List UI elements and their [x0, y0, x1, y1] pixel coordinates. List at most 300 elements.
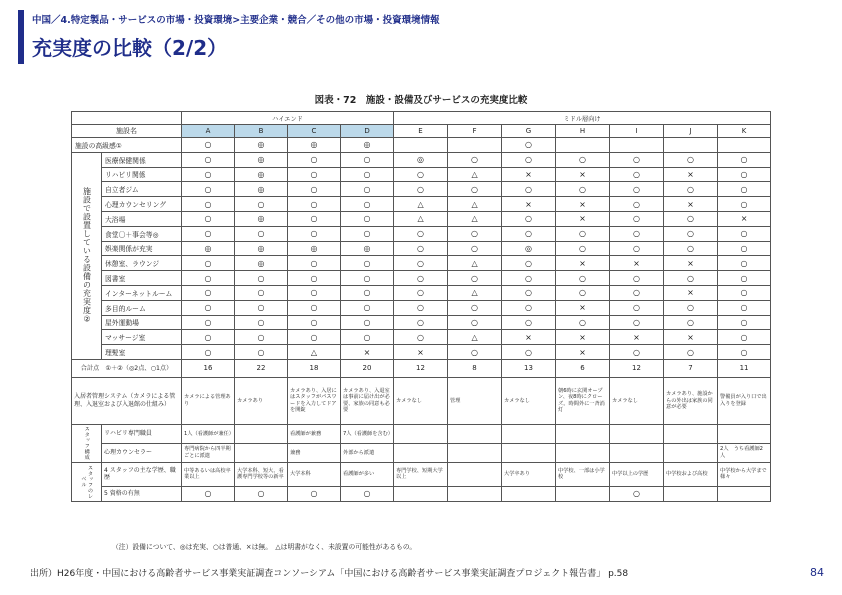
facility-row [72, 271, 771, 286]
table-cell: ◎ [235, 211, 288, 226]
facility-row [72, 256, 771, 271]
table-cell: ○ [556, 285, 610, 300]
table-cell [664, 443, 718, 462]
facility-row [72, 211, 771, 226]
table-cell: ○ [341, 285, 394, 300]
table-cell: ○ [235, 315, 288, 330]
facility-vertical-label: 施設で設置している設備の充実度② [72, 152, 102, 359]
total-cell: 22 [235, 359, 288, 377]
facility-row [72, 330, 771, 345]
column-header-h: H [556, 125, 610, 138]
table-cell: 看護師が兼務 [288, 424, 341, 443]
table-cell: 2人 うち看護師2人 [718, 443, 771, 462]
table-cell: ○ [288, 271, 341, 286]
table-cell: ○ [718, 197, 771, 212]
table-cell: ◎ [235, 152, 288, 167]
table-cell: ○ [664, 271, 718, 286]
competence-group-label: スタッフのレベル [72, 462, 102, 501]
table-cell [394, 443, 448, 462]
table-cell: ○ [341, 167, 394, 182]
table-cell: × [556, 167, 610, 182]
table-cell: ◎ [288, 138, 341, 153]
table-cell [394, 138, 448, 153]
table-cell: ○ [394, 256, 448, 271]
row-label: 図書室 [102, 271, 182, 286]
facility-row [72, 300, 771, 315]
row-label: 医療保健関係 [102, 152, 182, 167]
table-cell: ◎ [288, 241, 341, 256]
table-cell: × [556, 197, 610, 212]
table-cell [556, 486, 610, 501]
footnote: （注）設備について、◎は充実、○は普通、×は無。 △は明書がなく、未設置の可能性があるもの。 [112, 543, 417, 551]
table-cell [394, 424, 448, 443]
table-cell: ○ [610, 182, 664, 197]
table-cell: ○ [182, 182, 235, 197]
table-cell: ○ [235, 285, 288, 300]
table-cell: 大学本科 [288, 462, 341, 486]
table-cell: ○ [502, 345, 556, 360]
table-cell: ○ [664, 152, 718, 167]
source-citation: 出所）H26年度・中国における高齢者サービス事業実証調査コンソーシアム「中国における高齢者サービス事業実証調査プロジェクト報告書」 p.58 [30, 569, 629, 579]
column-header-c: C [288, 125, 341, 138]
table-cell: カメラなし [502, 377, 556, 424]
table-cell: ○ [556, 241, 610, 256]
table-cell: ○ [394, 226, 448, 241]
column-header-g: G [502, 125, 556, 138]
table-cell: ○ [182, 197, 235, 212]
table-cell: × [718, 211, 771, 226]
table-cell [448, 486, 502, 501]
table-cell: ○ [341, 197, 394, 212]
table-cell: ○ [341, 211, 394, 226]
table-cell: ◎ [235, 182, 288, 197]
staff-group-label: スタッフ構成 [72, 424, 102, 462]
table-cell: ○ [288, 256, 341, 271]
table-cell: ○ [556, 182, 610, 197]
row-label: 5 資格の有無 [102, 486, 182, 501]
facility-row [72, 167, 771, 182]
table-cell: 専門病院から四半期ごとに派遣 [182, 443, 235, 462]
table-cell: ○ [718, 300, 771, 315]
facility-row [72, 182, 771, 197]
table-cell: ○ [394, 315, 448, 330]
table-cell: ◎ [502, 241, 556, 256]
table-cell: ○ [288, 300, 341, 315]
row-label: 自立者ジム [102, 182, 182, 197]
table-cell: ○ [288, 315, 341, 330]
table-cell [235, 443, 288, 462]
table-cell: ○ [718, 167, 771, 182]
table-cell: 看護師が多い [341, 462, 394, 486]
table-cell: ○ [182, 167, 235, 182]
row-label: 心理カウンセリング [102, 197, 182, 212]
table-cell: ○ [502, 138, 556, 153]
table-cell: ○ [182, 330, 235, 345]
table-cell: × [394, 345, 448, 360]
table-cell: ○ [502, 211, 556, 226]
facility-row [72, 285, 771, 300]
table-cell: ○ [664, 300, 718, 315]
column-header-j: J [664, 125, 718, 138]
table-cell: △ [448, 285, 502, 300]
table-cell: × [556, 300, 610, 315]
table-cell [448, 424, 502, 443]
table-cell: ○ [718, 330, 771, 345]
group-middle: ミドル層向け [394, 112, 771, 125]
table-cell: ○ [182, 256, 235, 271]
table-cell: × [610, 330, 664, 345]
table-cell [718, 424, 771, 443]
table-cell: 中等あるいは高校卒業以上 [182, 462, 235, 486]
table-cell: ○ [341, 152, 394, 167]
table-cell: ○ [664, 315, 718, 330]
table-cell: ○ [448, 300, 502, 315]
table-cell [502, 443, 556, 462]
table-cell: × [502, 330, 556, 345]
table-cell: ○ [288, 197, 341, 212]
table-cell: △ [394, 211, 448, 226]
table-cell: △ [288, 345, 341, 360]
table-cell: カメラあり、入居にはスタッフがパスワードを入力してドアを開錠 [288, 377, 341, 424]
table-cell: 警備員が入り口で出入りを登録 [718, 377, 771, 424]
total-row [72, 359, 771, 377]
table-cell: ○ [718, 256, 771, 271]
table-cell: ○ [610, 167, 664, 182]
table-cell: カメラあり、施設からの外出は家族の同意が必要 [664, 377, 718, 424]
table-cell: ○ [502, 152, 556, 167]
column-header-f: F [448, 125, 502, 138]
table-cell: ○ [288, 167, 341, 182]
table-cell: ○ [288, 486, 341, 501]
row-label: 心理カウンセラー [102, 443, 182, 462]
table-cell: カメラによる管理あり [182, 377, 235, 424]
table-cell: ○ [182, 152, 235, 167]
table-cell: × [341, 345, 394, 360]
column-header-e: E [394, 125, 448, 138]
table-cell: ○ [235, 271, 288, 286]
table-cell: ◎ [235, 167, 288, 182]
table-cell: ○ [610, 285, 664, 300]
table-cell: ○ [718, 315, 771, 330]
page-title: 充実度の比較（2/2） [32, 36, 228, 60]
comparison-table-wrap [71, 111, 770, 502]
table-cell: ○ [556, 271, 610, 286]
table-cell: 中学校および高校 [664, 462, 718, 486]
table-cell: × [664, 330, 718, 345]
total-cell: 7 [664, 359, 718, 377]
page-number: 84 [810, 566, 824, 579]
table-cell: ○ [182, 226, 235, 241]
table-cell: × [664, 167, 718, 182]
table-cell [664, 486, 718, 501]
table-cell: ○ [288, 152, 341, 167]
table-cell: ◎ [235, 256, 288, 271]
table-cell [664, 138, 718, 153]
table-cell: ○ [502, 256, 556, 271]
row-label: リハビリ専門職員 [102, 424, 182, 443]
row-label: リハビリ関係 [102, 167, 182, 182]
table-cell [394, 486, 448, 501]
table-cell: ○ [610, 345, 664, 360]
table-cell: ○ [610, 197, 664, 212]
table-cell: カメラなし [610, 377, 664, 424]
total-cell: 16 [182, 359, 235, 377]
table-cell: ○ [394, 182, 448, 197]
table-cell: × [610, 256, 664, 271]
table-cell: 7人（看護師を含む） [341, 424, 394, 443]
table-cell: ○ [182, 345, 235, 360]
table-cell: ○ [718, 152, 771, 167]
table-cell: ○ [502, 182, 556, 197]
table-cell: ○ [718, 345, 771, 360]
table-cell: ○ [235, 226, 288, 241]
table-cell: ◎ [341, 138, 394, 153]
total-cell: 11 [718, 359, 771, 377]
title-accent-bar [18, 10, 24, 64]
table-cell: ○ [502, 285, 556, 300]
table-cell: 中学校から大学まで様々 [718, 462, 771, 486]
row-label: マッサージ室 [102, 330, 182, 345]
table-cell: ○ [610, 271, 664, 286]
total-cell: 8 [448, 359, 502, 377]
total-label: 合計点 ①＋②（◎2点、○1点） [72, 359, 182, 377]
table-cell [664, 424, 718, 443]
row-label: 休憩室、ラウンジ [102, 256, 182, 271]
table-cell: ○ [341, 271, 394, 286]
column-header-d: D [341, 125, 394, 138]
table-cell: ○ [664, 182, 718, 197]
table-cell: 外部から派遣 [341, 443, 394, 462]
table-cell: △ [448, 211, 502, 226]
table-cell: 兼務 [288, 443, 341, 462]
table-cell: ○ [341, 256, 394, 271]
table-cell [718, 138, 771, 153]
facility-row [72, 241, 771, 256]
table-cell: ○ [288, 330, 341, 345]
table-cell: ○ [718, 271, 771, 286]
staff-row [72, 443, 771, 462]
table-cell: × [556, 256, 610, 271]
table-cell: ○ [235, 345, 288, 360]
row-label: 娯楽関係が充実 [102, 241, 182, 256]
column-header-b: B [235, 125, 288, 138]
table-cell: カメラなし [394, 377, 448, 424]
table-cell: ○ [718, 226, 771, 241]
table-cell: 朝6時に玄関オープン、夜8時にクローズ。時間外に一斉消灯 [556, 377, 610, 424]
staff-row [72, 424, 771, 443]
table-cell: ○ [610, 486, 664, 501]
table-cell [718, 486, 771, 501]
table-cell [502, 424, 556, 443]
column-header-k: K [718, 125, 771, 138]
table-cell: ○ [556, 315, 610, 330]
table-cell: ○ [610, 241, 664, 256]
table-cell [556, 424, 610, 443]
total-cell: 12 [610, 359, 664, 377]
total-cell: 12 [394, 359, 448, 377]
table-cell: ○ [288, 285, 341, 300]
facility-name-header: 施設名 [72, 125, 182, 138]
table-cell: ○ [502, 315, 556, 330]
table-cell: ○ [448, 271, 502, 286]
premium-row [72, 138, 771, 153]
row-label: 多目的ルーム [102, 300, 182, 315]
table-cell: ○ [610, 152, 664, 167]
group-header-row [72, 112, 771, 125]
table-cell: ○ [718, 241, 771, 256]
table-cell: 管理 [448, 377, 502, 424]
table-cell: ○ [394, 241, 448, 256]
table-cell: 中学校、一部は小学校 [556, 462, 610, 486]
row-label: 食堂〇＋事会等◎ [102, 226, 182, 241]
table-cell [448, 443, 502, 462]
table-cell: カメラあり、入退室は事前に届け出が必要、家族の同意も必要 [341, 377, 394, 424]
system-label: 入居者管理システム（カメラによる管理、入退室および入退館の仕組み） [72, 377, 182, 424]
table-cell: ◎ [235, 138, 288, 153]
competence-row [72, 486, 771, 501]
table-cell: ○ [182, 285, 235, 300]
table-cell: 中学以上の学歴 [610, 462, 664, 486]
table-cell [448, 138, 502, 153]
table-cell: ○ [288, 211, 341, 226]
total-cell: 20 [341, 359, 394, 377]
row-label: 施設の高級感① [72, 138, 182, 153]
table-cell: ○ [502, 300, 556, 315]
table-cell: ○ [235, 330, 288, 345]
table-cell: 大学本科、短大、看護専門学校等の新卒 [235, 462, 288, 486]
facility-row [72, 226, 771, 241]
table-cell: ○ [556, 152, 610, 167]
table-cell: × [664, 197, 718, 212]
table-cell: △ [394, 197, 448, 212]
table-cell: ○ [182, 300, 235, 315]
table-cell: ○ [341, 330, 394, 345]
breadcrumb: 中国／4.特定製品・サービスの市場・投資環境>主要企業・競合／その他の市場・投資環境情報 [32, 15, 440, 26]
table-cell: ○ [556, 226, 610, 241]
group-high-end: ハイエンド [182, 112, 394, 125]
table-cell [556, 443, 610, 462]
table-cell: × [556, 330, 610, 345]
table-cell [448, 462, 502, 486]
table-cell: × [502, 197, 556, 212]
facility-row [72, 345, 771, 360]
header-spacer [72, 112, 182, 125]
table-cell: ○ [448, 315, 502, 330]
facility-row [72, 152, 771, 167]
table-cell: ○ [182, 271, 235, 286]
table-cell: ○ [341, 486, 394, 501]
table-cell: 1人（看護師が兼任） [182, 424, 235, 443]
table-cell: ○ [341, 182, 394, 197]
table-cell: △ [448, 330, 502, 345]
table-cell: ○ [394, 271, 448, 286]
table-cell [235, 424, 288, 443]
table-cell: ◎ [182, 241, 235, 256]
row-label: インターネットルーム [102, 285, 182, 300]
comparison-table [71, 111, 771, 502]
table-cell: ○ [288, 226, 341, 241]
row-label: 大浴場 [102, 211, 182, 226]
table-cell [610, 424, 664, 443]
table-cell: ○ [448, 345, 502, 360]
table-cell: ○ [718, 182, 771, 197]
table-cell: ○ [182, 315, 235, 330]
facility-row [72, 315, 771, 330]
table-cell: ○ [182, 211, 235, 226]
total-cell: 13 [502, 359, 556, 377]
column-header-i: I [610, 125, 664, 138]
table-cell: ○ [664, 241, 718, 256]
table-cell: ○ [394, 300, 448, 315]
table-cell: ◎ [235, 241, 288, 256]
table-cell: △ [448, 256, 502, 271]
table-cell: ○ [341, 315, 394, 330]
table-cell: 大学卒あり [502, 462, 556, 486]
figure-title: 図表・72 施設・設備及びサービスの充実度比較 [314, 95, 528, 106]
table-cell: ○ [394, 167, 448, 182]
table-cell: ○ [235, 486, 288, 501]
column-header-a: A [182, 125, 235, 138]
table-cell [502, 486, 556, 501]
table-cell: ○ [448, 182, 502, 197]
table-cell: ○ [718, 285, 771, 300]
table-cell: ○ [502, 226, 556, 241]
facility-row [72, 197, 771, 212]
table-cell: ○ [448, 226, 502, 241]
table-cell: △ [448, 197, 502, 212]
table-cell [610, 443, 664, 462]
table-cell: ○ [664, 211, 718, 226]
table-cell: × [664, 256, 718, 271]
table-cell: ○ [448, 241, 502, 256]
table-cell: ○ [664, 226, 718, 241]
table-cell: カメラあり [235, 377, 288, 424]
table-cell: × [556, 345, 610, 360]
table-cell: ○ [502, 271, 556, 286]
table-cell: ○ [610, 211, 664, 226]
row-label: 理髪室 [102, 345, 182, 360]
table-cell: ○ [182, 486, 235, 501]
table-cell: ○ [448, 152, 502, 167]
table-cell: ○ [394, 285, 448, 300]
column-header-row [72, 125, 771, 138]
table-cell: 専門学校、短期大学以上 [394, 462, 448, 486]
table-cell: ○ [182, 138, 235, 153]
row-label: 4 スタッフの主な学歴、職歴 [102, 462, 182, 486]
table-cell [610, 138, 664, 153]
table-cell: ○ [288, 182, 341, 197]
table-cell: ○ [394, 330, 448, 345]
table-cell: △ [448, 167, 502, 182]
table-cell: ○ [664, 345, 718, 360]
table-cell: ○ [235, 300, 288, 315]
table-cell: ○ [341, 226, 394, 241]
table-cell: × [664, 285, 718, 300]
table-cell: ○ [610, 300, 664, 315]
total-cell: 6 [556, 359, 610, 377]
table-cell: × [502, 167, 556, 182]
table-cell: ◎ [394, 152, 448, 167]
system-row [72, 377, 771, 424]
competence-row [72, 462, 771, 486]
table-cell: ○ [235, 197, 288, 212]
table-cell: ○ [610, 315, 664, 330]
row-label: 屋外運動場 [102, 315, 182, 330]
table-cell: ○ [610, 226, 664, 241]
table-cell [556, 138, 610, 153]
table-cell: ○ [341, 300, 394, 315]
table-cell: × [556, 211, 610, 226]
